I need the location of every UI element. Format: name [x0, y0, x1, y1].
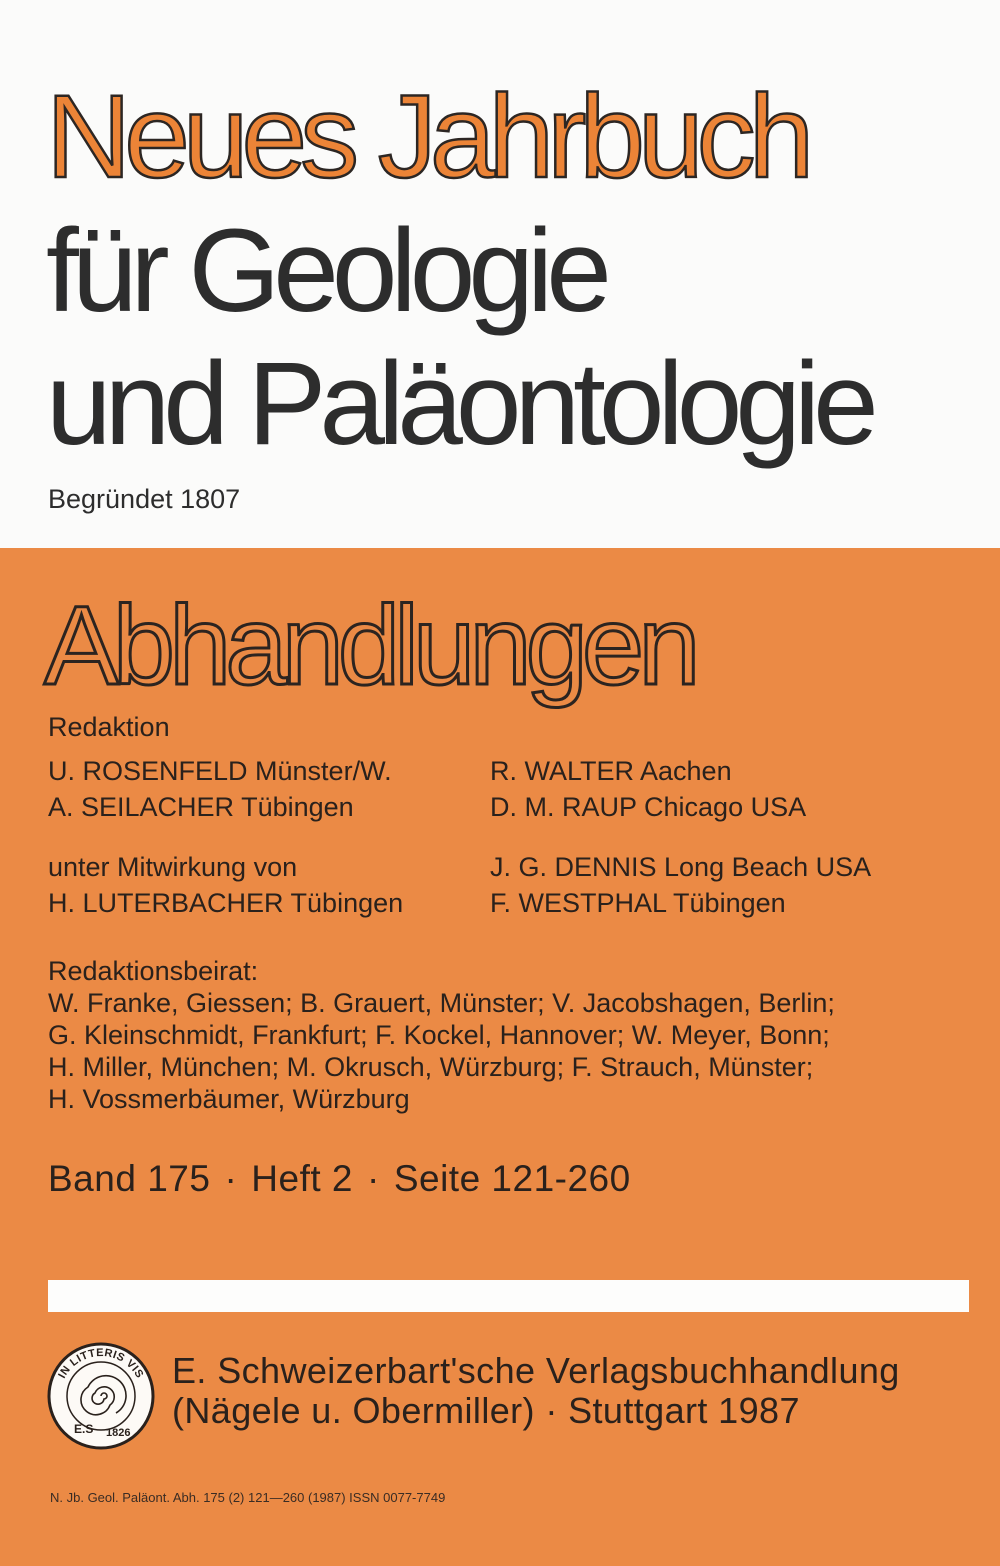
editor-right-1: R. WALTER Aachen: [490, 756, 732, 786]
masthead: [0, 0, 1000, 548]
journal-title-line-2: für Geologie: [46, 205, 605, 337]
publisher-seal: [46, 1341, 156, 1451]
advisory-board-line: H. Vossmerbäumer, Würzburg: [48, 1084, 410, 1114]
issue-separator: ·: [366, 1158, 380, 1199]
editors-label: Redaktion: [48, 712, 170, 742]
editor-right-2: D. M. RAUP Chicago USA: [490, 792, 807, 822]
issue-info: [48, 1158, 631, 1200]
publisher-name: E. Schweizerbart'sche Verlagsbuchhandlung: [172, 1350, 900, 1391]
cooperation-right-2: F. WESTPHAL Tübingen: [490, 888, 786, 918]
page-range: Seite 121-260: [393, 1158, 631, 1199]
journal-title-line-1: Neues Jahrbuch: [46, 71, 808, 203]
cover-orange-panel: [0, 548, 1000, 1566]
advisory-board-line: G. Kleinschmidt, Frankfurt; F. Kockel, Hannover; W. Meyer, Bonn;: [48, 1020, 830, 1050]
advisory-board-line: W. Franke, Giessen; B. Grauert, Münster; V. Jacobshagen, Berlin;: [48, 988, 835, 1018]
citation-line: N. Jb. Geol. Paläont. Abh. 175 (2) 121—260 (1987) ISSN 0077-7749: [50, 1490, 446, 1505]
founded-year: Begründet 1807: [48, 484, 241, 514]
cooperation-left-1: H. LUTERBACHER Tübingen: [48, 888, 404, 918]
seal-initials: E.S: [74, 1422, 94, 1436]
advisory-board-label: Redaktionsbeirat:: [48, 956, 259, 986]
volume-number: Band 175: [48, 1158, 211, 1199]
issue-number: Heft 2: [251, 1158, 353, 1199]
editor-left-2: A. SEILACHER Tübingen: [48, 792, 354, 822]
editor-left-1: U. ROSENFELD Münster/W.: [48, 756, 392, 786]
journal-title-line-3: und Paläontologie: [46, 338, 872, 470]
series-title: Abhandlungen: [44, 583, 695, 708]
divider-bar: [48, 1280, 969, 1312]
advisory-board-line: H. Miller, München; M. Okrusch, Würzburg; F. Strauch, Münster;: [48, 1052, 814, 1082]
cooperation-label: unter Mitwirkung von: [48, 852, 298, 882]
issue-separator: ·: [224, 1158, 238, 1199]
cooperation-right-1: J. G. DENNIS Long Beach USA: [490, 852, 872, 882]
seal-year: 1826: [106, 1427, 131, 1439]
seal-motto: IN LITTERIS VIS: [56, 1346, 146, 1381]
publisher-location: (Nägele u. Obermiller) · Stuttgart 1987: [172, 1390, 800, 1431]
